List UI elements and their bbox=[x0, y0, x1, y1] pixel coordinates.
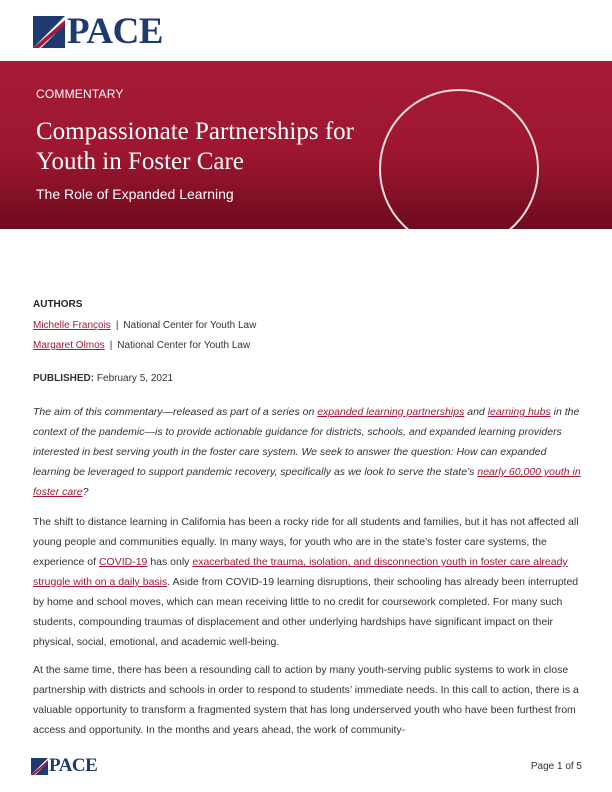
document-title: Compassionate Partnerships for Youth in Foster Care bbox=[36, 118, 355, 175]
covid-19-link[interactable]: COVID-19 bbox=[98, 556, 148, 568]
author-affiliation: National Center for Youth Law bbox=[123, 320, 257, 331]
expanded-learning-partnerships-link[interactable]: expanded learning partnerships bbox=[317, 406, 465, 418]
author-separator: | bbox=[109, 340, 113, 351]
intro-text: ? bbox=[82, 486, 89, 498]
pace-wordmark: PACE bbox=[67, 11, 163, 52]
authors-heading: AUTHORS bbox=[33, 299, 83, 310]
author-name-link[interactable]: Margaret Olmos bbox=[33, 340, 105, 351]
document-subtitle: The Role of Expanded Learning bbox=[36, 186, 234, 202]
hero-banner bbox=[0, 61, 612, 229]
published-line bbox=[33, 373, 173, 384]
body-text: has only bbox=[147, 556, 193, 568]
intro-text: and bbox=[464, 406, 488, 418]
author-affiliation: National Center for Youth Law bbox=[117, 340, 251, 351]
pace-flag-icon bbox=[33, 16, 65, 48]
pace-wordmark: PACE bbox=[49, 755, 98, 776]
intro-text: in the context of the pandemic—is to provide actionable guidance for districts, schools, and expanded learning providers interested in best serving youth in the foster care system. We seek to answer the question: How can expanded learning be leveraged to support pandemic recovery, specifically as we look to serve the state’s bbox=[33, 406, 580, 478]
page-number: Page 1 of 5 bbox=[530, 761, 582, 772]
decorative-circle bbox=[379, 89, 539, 229]
document-type-label: COMMENTARY bbox=[36, 87, 124, 101]
body-paragraph: At the same time, there has been a resounding call to action by many youth-serving public systems to work in close partnership with districts and schools in order to respond to students’ immediate needs. In this call to action, there is a valuable opportunity to transform a fragmented system that has long underserved youth who have been furthest from access and opportunity. In the months and years ahead, the work of community- bbox=[33, 664, 579, 736]
pace-logo[interactable] bbox=[33, 12, 163, 52]
intro-text: The aim of this commentary—released as part of a series on bbox=[33, 406, 318, 418]
published-label: PUBLISHED: bbox=[33, 373, 95, 384]
body-paragraph bbox=[33, 512, 581, 652]
learning-hubs-link[interactable]: learning hubs bbox=[487, 406, 551, 418]
author-row bbox=[33, 320, 256, 331]
intro-paragraph bbox=[33, 402, 581, 502]
author-row bbox=[33, 340, 250, 351]
foster-care-stat-link[interactable]: nearly 60,000 youth in foster care bbox=[33, 466, 581, 498]
author-separator: | bbox=[115, 320, 119, 331]
published-date: February 5, 2021 bbox=[96, 373, 174, 384]
author-name-link[interactable]: Michelle François bbox=[33, 320, 111, 331]
body-text: The shift to distance learning in California has been a rocky ride for all students and families, but it has not affected all young people and communities equally. In many ways, for youth who are in the state’s foster care systems, the experience of bbox=[33, 516, 579, 568]
footer-pace-logo[interactable] bbox=[31, 755, 97, 777]
body-text: . Aside from COVID-19 learning disruptions, their schooling has already been interrupted by home and school moves, which can mean receiving little to no credit for coursework completed. For many such students, compounding traumas of displacement and other underlying hardships have significant impact on their physical, social, emotional, and academic well-being. bbox=[33, 576, 579, 648]
trauma-isolation-link[interactable]: exacerbated the trauma, isolation, and disconnection youth in foster care already struggle with on a daily basis bbox=[33, 556, 568, 588]
pace-flag-icon bbox=[31, 758, 48, 775]
